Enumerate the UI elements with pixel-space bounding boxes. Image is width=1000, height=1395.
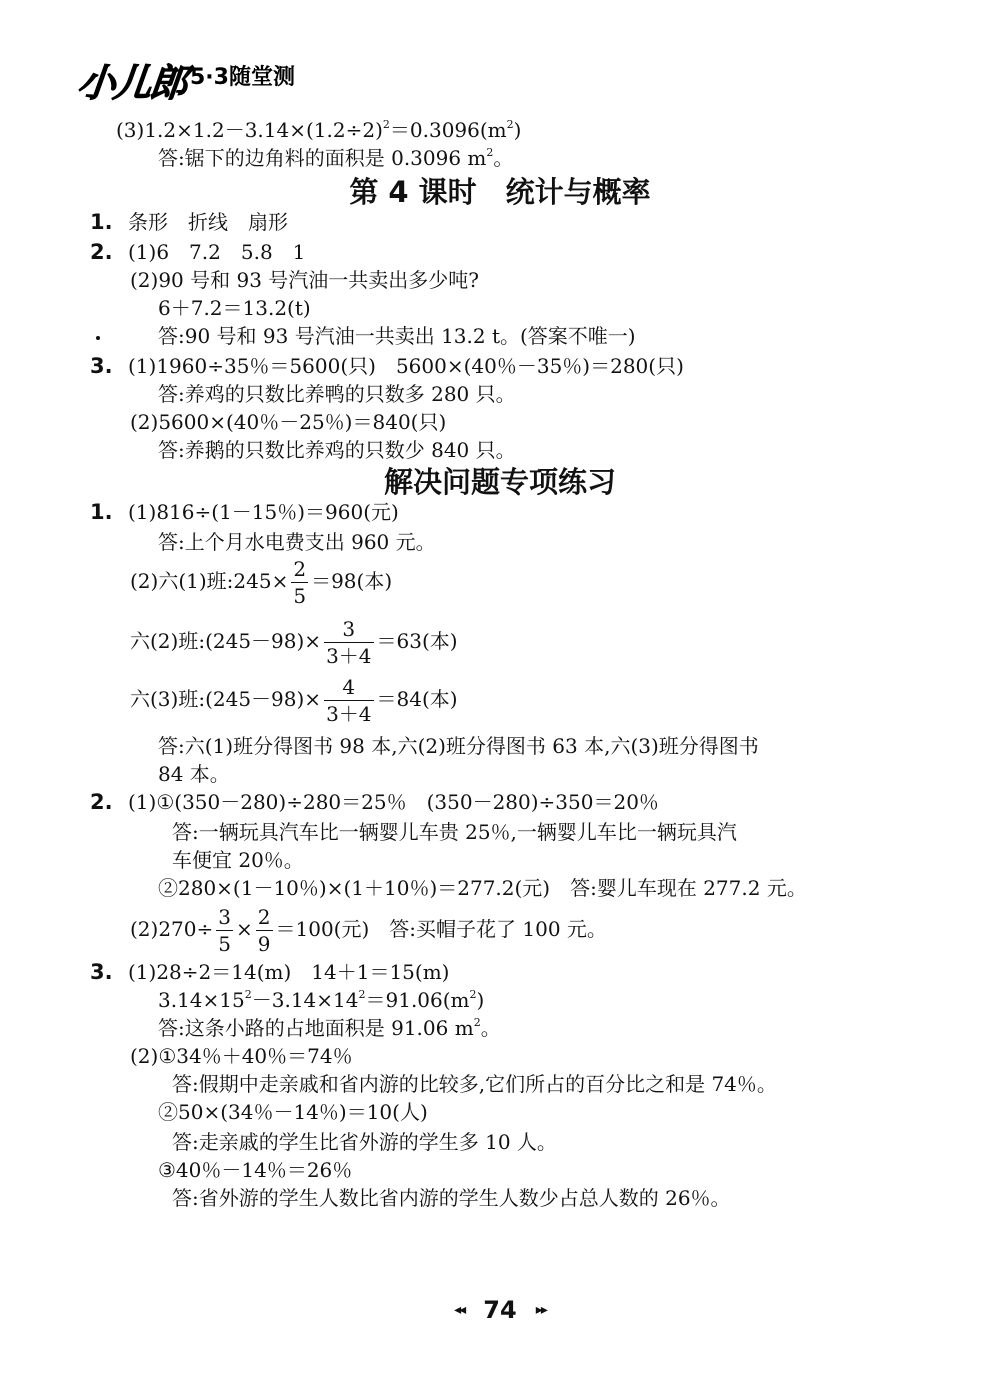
stray-dot (96, 336, 100, 340)
prev-arrows-icon: ◂◂ (454, 1302, 465, 1318)
answer-line: ②50×(34％－14％)＝10(人) (158, 1100, 428, 1124)
fraction-line: 六(3)班:(245－98)× $\frac{4}{3+4}$ ＝84(本) (130, 675, 458, 726)
answer-line: (2)①34％＋40％＝74％ (130, 1044, 353, 1068)
answer-line: 答:一辆玩具汽车比一辆婴儿车贵 25％,一辆婴儿车比一辆玩具汽 (172, 820, 737, 844)
section-heading: 解决问题专项练习 (383, 465, 616, 499)
answer-line: (2)5600×(40％－25％)＝840(只) (130, 410, 447, 434)
fraction-line: 六(2)班:(245－98)× $\frac{3}{3+4}$ ＝63(本) (130, 617, 458, 668)
answer-line: 答:上个月水电费支出 960 元。 (158, 530, 436, 554)
page-number: 74 (483, 1296, 517, 1324)
answer-line: 答:养鹅的只数比养鸡的只数少 840 只。 (158, 438, 516, 462)
question-line: 3. (1)28÷2＝14(m) 14＋1＝15(m) (90, 960, 450, 984)
answer-line: 车便宜 20％。 (172, 848, 304, 872)
brand-logo: 小儿郎 (75, 61, 188, 105)
fraction: $\frac{2}{9}$ (257, 905, 271, 956)
answer-line: 答:六(1)班分得图书 98 本,六(2)班分得图书 63 本,六(3)班分得图书 (158, 734, 759, 758)
question-line: 2. (1)①(350－280)÷280＝25％ (350－280)÷350＝20％ (90, 790, 659, 814)
fraction-line: (2)六(1)班:245× $\frac{2}{5}$ ＝98(本) (130, 557, 393, 608)
answer-line: ②280×(1－10％)×(1＋10％)＝277.2(元) 答:婴儿车现在 277.2 元。 (158, 876, 807, 900)
fraction-line: (2)270÷ $\frac{3}{5}$ × $\frac{2}{9}$ ＝100(元) 答:买帽子花了 100 元。 (130, 905, 607, 956)
fraction: $\frac{3}{3+4}$ (326, 617, 372, 668)
answer-line: 答:养鸡的只数比养鸭的只数多 280 只。 (158, 382, 516, 406)
page-footer (0, 1296, 1000, 1324)
answer-line: 答:假期中走亲戚和省内游的比较多,它们所占的百分比之和是 74％。 (172, 1072, 777, 1096)
answer-line: 84 本。 (158, 762, 230, 786)
answer-line: $3.14\times 15^2-3.14\times 14^2=91.06(m^2)$ (158, 988, 485, 1012)
answer-line: ③40％－14％＝26％ (158, 1158, 353, 1182)
answer-line: 答:省外游的学生人数比省内游的学生人数少占总人数的 26％。 (172, 1186, 731, 1210)
answer-line: 6＋7.2＝13.2(t) (158, 296, 311, 320)
answer-line: $(3)1.2\times 1.2-3.14\times(1.2\div 2)^2=0.3096(m^2)$ (116, 118, 522, 142)
header (75, 48, 378, 105)
question-line: 1. 条形 折线 扇形 (90, 210, 288, 234)
answer-line: 答:这条小路的占地面积是 91.06 $m^2$。 (158, 1016, 501, 1040)
answer-line: 答:锯下的边角料的面积是 0.3096 $m^2$。 (158, 146, 514, 170)
next-arrows-icon: ▸▸ (535, 1302, 546, 1318)
fraction: $\frac{4}{3+4}$ (326, 675, 372, 726)
answer-line: 答:走亲戚的学生比省外游的学生多 10 人。 (172, 1130, 557, 1154)
fraction: $\frac{3}{5}$ (218, 905, 231, 956)
answer-line: 答:90 号和 93 号汽油一共卖出 13.2 t。(答案不唯一) (158, 324, 636, 348)
fraction: $\frac{2}{5}$ (293, 557, 307, 608)
question-line: 3. (1)1960÷35％＝5600(只) 5600×(40％－35％)＝280(只) (90, 354, 684, 378)
question-line: 2. (1)6 7.2 5.8 1 (90, 240, 306, 264)
section-heading: 第 4 课时 统计与概率 (349, 175, 651, 209)
question-line: 1. (1)816÷(1－15％)＝960(元) (90, 500, 399, 524)
answer-line: (2)90 号和 93 号汽油一共卖出多少吨? (130, 268, 480, 292)
series-title: 5·3随堂测 (190, 65, 295, 90)
